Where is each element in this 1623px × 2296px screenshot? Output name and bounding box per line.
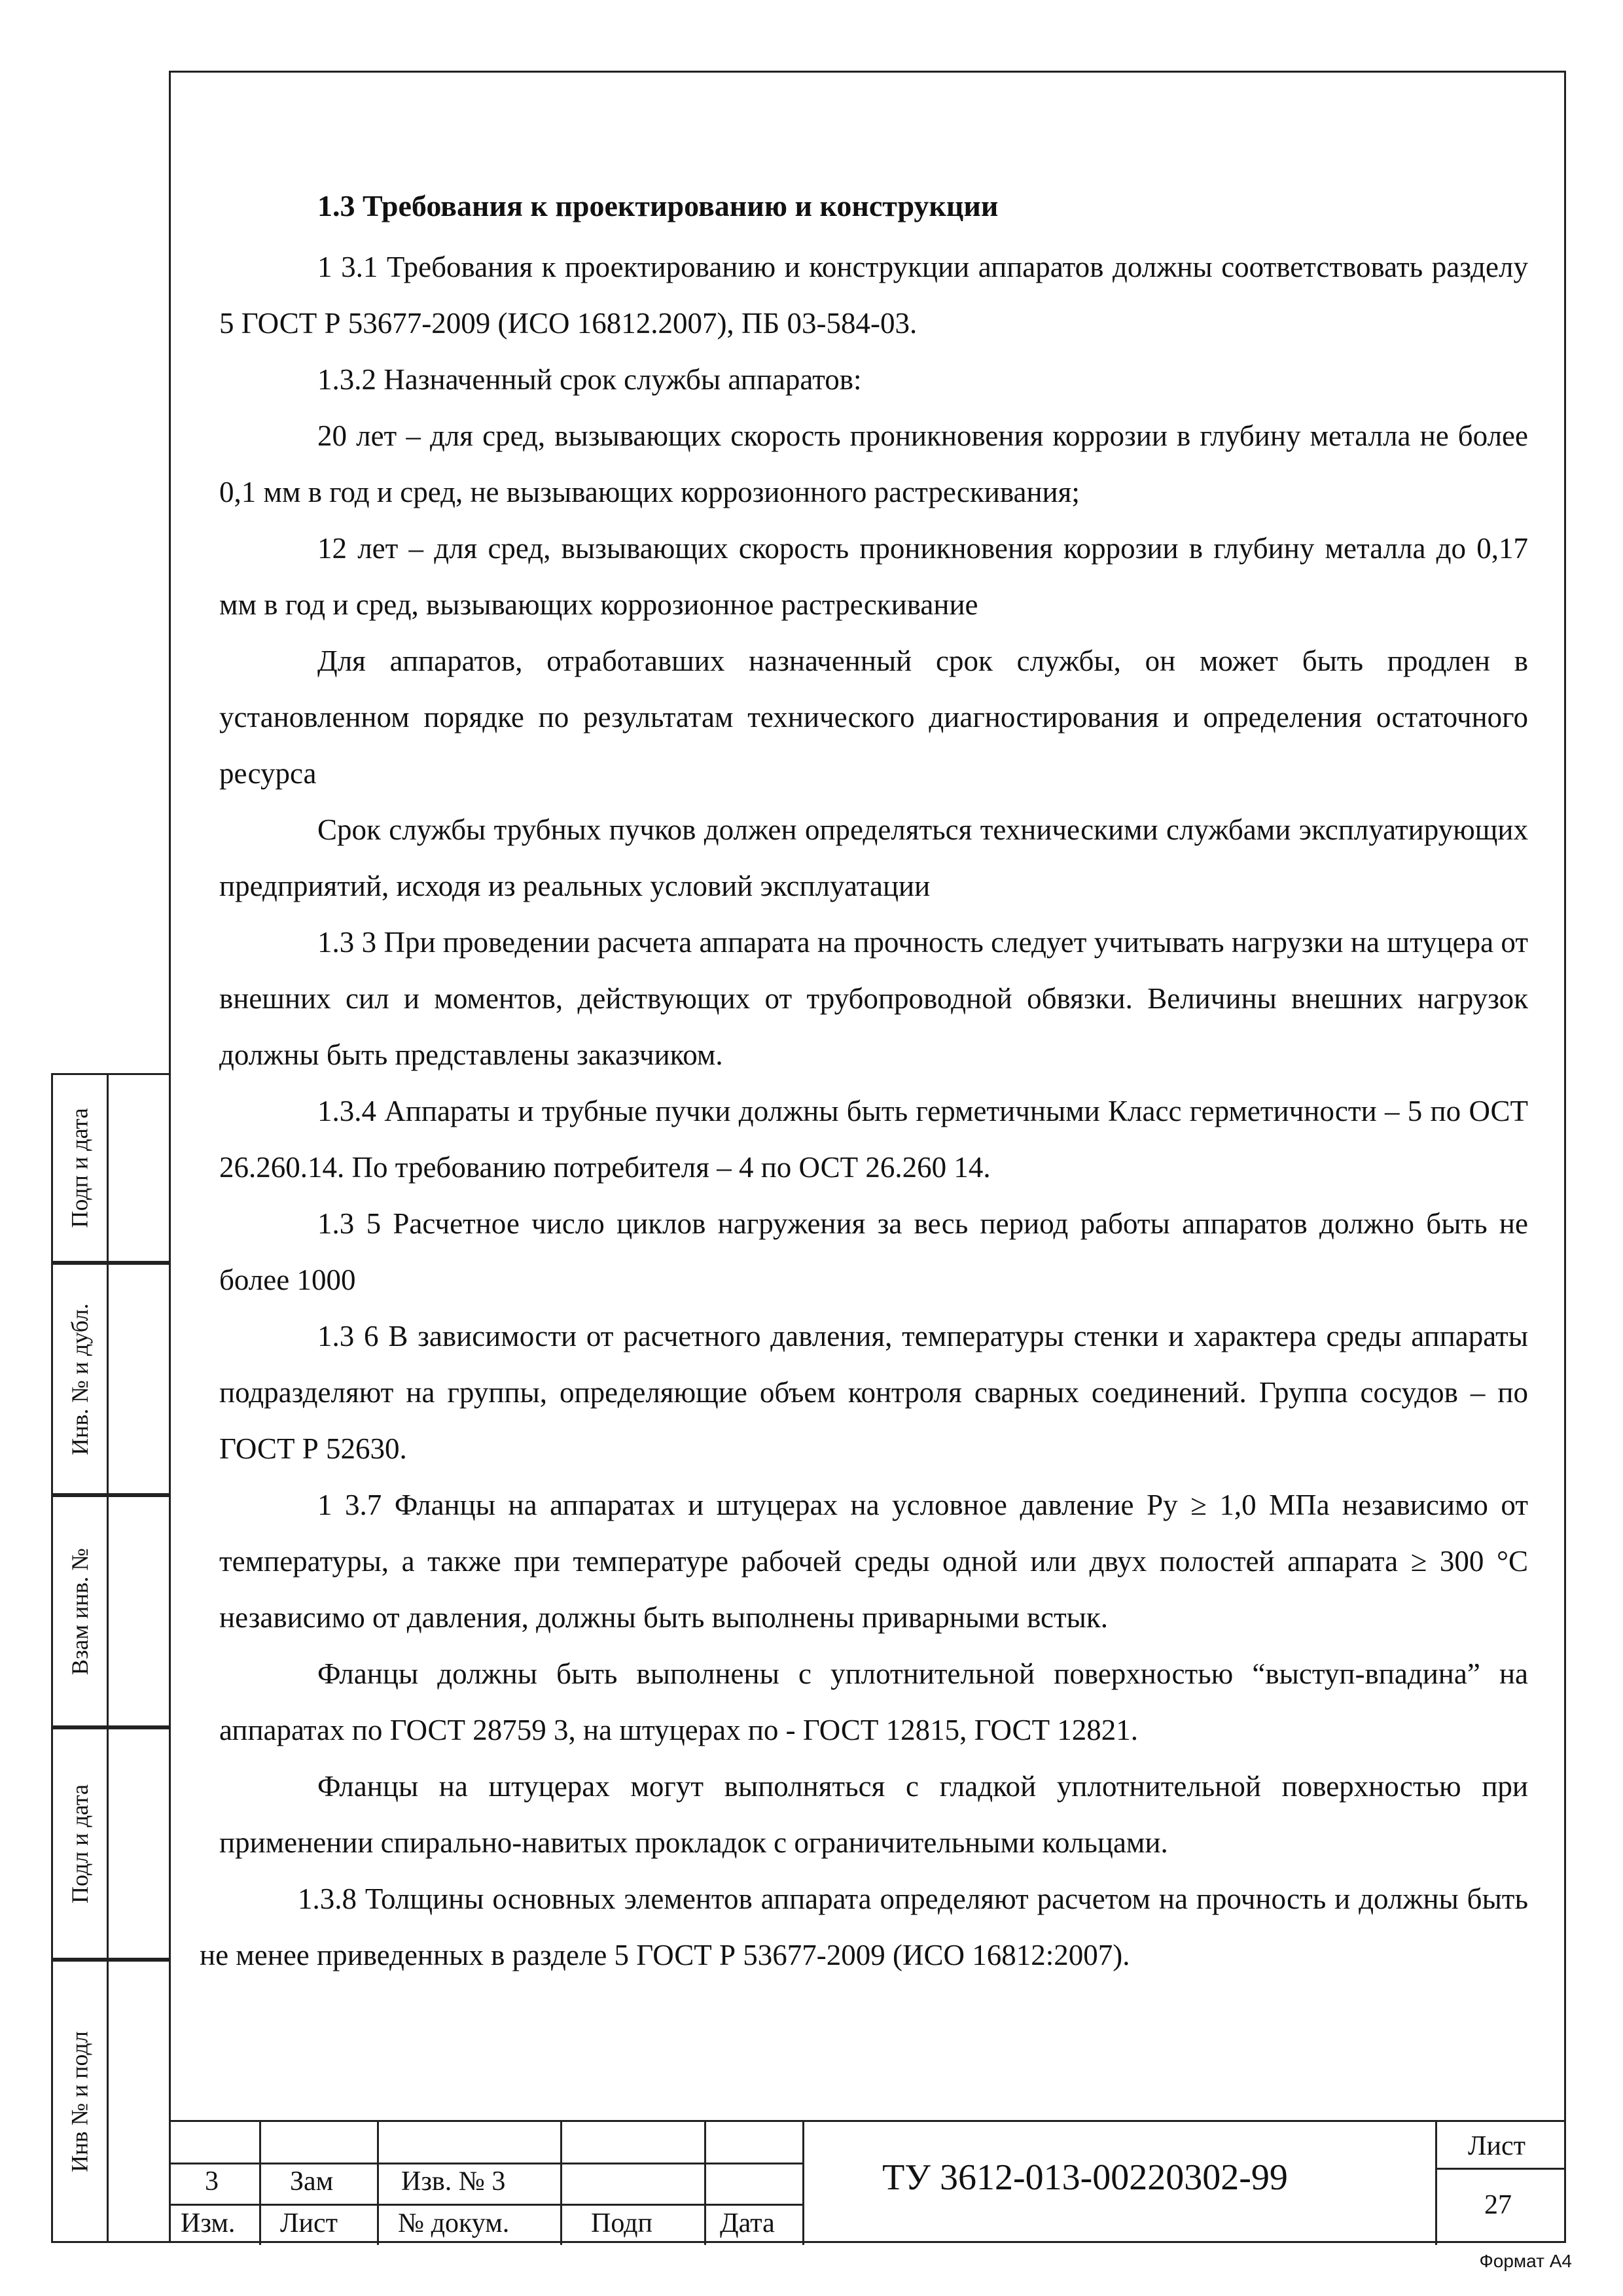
stamp-podp-header: Подп [591, 2208, 652, 2238]
paragraph-12-years: 12 лет – для сред, вызывающих скорость проникновения коррозии в глубину металла до 0,17 мм в год и сред, вызывающих коррозионное растрескивание [219, 532, 1528, 621]
paragraph-1-3-4: 1.3.4 Аппараты и трубные пучки должны быть герметичными Класс герметичности – 5 по ОСТ 26.260.14. По требованию потребителя – 4 по ОСТ 26.260 14. [219, 1095, 1528, 1184]
sheet-label: Лист [1468, 2131, 1525, 2161]
paragraph-20-years: 20 лет – для сред, вызывающих скорость проникновения коррозии в глубину металла не более 0,1 мм в год и сред, не вызывающих коррозионного растрескивания; [219, 419, 1528, 508]
sheet-number: 27 [1484, 2190, 1512, 2220]
document-code: ТУ 3612-013-00220302-99 [882, 2157, 1288, 2198]
side-label-podp-data: Подп и дата [67, 1108, 94, 1228]
document-body [200, 186, 1528, 1983]
paragraph-1-3-1: 1 3.1 Требования к проектированию и конструкции аппаратов должны соответствовать разделу 5 ГОСТ Р 53677-2009 (ИСО 16812.2007), ПБ 03-584-03. [219, 251, 1528, 340]
paragraph-1-3-8: 1.3.8 Толщины основных элементов аппарата определяют расчетом на прочность и должны быть не менее приведенных в разделе 5 ГОСТ Р 53677-2009 (ИСО 16812:2007). [200, 1882, 1528, 1971]
side-cell-podp-data [51, 1073, 169, 1263]
stamp-list-header: Лист [280, 2208, 338, 2238]
stamp-list-value: Зам [290, 2166, 334, 2197]
section-heading: 1.3 Требования к проектированию и конструкции [317, 189, 999, 222]
stamp-doc-value: Изв. № 3 [401, 2166, 506, 2197]
paragraph-1-3-6: 1.3 6 В зависимости от расчетного давления, температуры стенки и характера среды аппараты подразделяют на группы, определяющие объем контроля сварных соединений. Группа сосудов – по ГОСТ Р 52630. [219, 1320, 1528, 1465]
side-label-inv-dubl: Инв. № и дубл. [67, 1303, 94, 1455]
paragraph-1-3-3: 1.3 3 При проведении расчета аппарата на прочность следует учитывать нагрузки на штуцера от внешних сил и моментов, действующих от трубопроводной обвязки. Величины внешних нагрузок должны быть представлены заказчиком. [219, 926, 1528, 1071]
side-cell-inv-podl [51, 1960, 169, 2243]
side-cell-inv-dubl [51, 1263, 169, 1495]
paragraph-1-3-5: 1.3 5 Расчетное число циклов нагружения за весь период работы аппаратов должно быть не более 1000 [219, 1207, 1528, 1296]
side-label-podl-data: Подл и дата [67, 1784, 93, 1903]
stamp-doc-header: № докум. [398, 2208, 510, 2238]
side-cell-vzam-inv [51, 1495, 169, 1727]
side-strip [51, 1073, 169, 2243]
paragraph-extension: Для аппаратов, отработавших назначенный срок службы, он может быть продлен в установленном порядке по результатам технического диагностирования и определения остаточного ресурса [219, 645, 1528, 790]
paragraph-flanges-surface: Фланцы должны быть выполнены с уплотнительной поверхностью “выступ-впадина” на аппаратах по ГОСТ 28759 3, на штуцерах по - ГОСТ 12815, ГОСТ 12821. [219, 1657, 1528, 1746]
stamp-izm-value: 3 [205, 2166, 219, 2197]
paragraph-1-3-2: 1.3.2 Назначенный срок службы аппаратов: [317, 363, 862, 396]
stamp-izm-header: Изм. [181, 2208, 236, 2238]
format-note: Формат А4 [1479, 2251, 1572, 2271]
side-cell-podl-data [51, 1727, 169, 1960]
paragraph-1-3-7: 1 3.7 Фланцы на аппаратах и штуцерах на условное давление Ру ≥ 1,0 МПа независимо от температуры, а также при температуре рабочей среды одной или двух полостей аппарата ≥ 300 °С независимо от давления, должны быть выполнены приварными встык. [219, 1489, 1528, 1634]
title-block [169, 2120, 1566, 2243]
paragraph-tube-bundles: Срок службы трубных пучков должен определяться техническими службами эксплуатирующих предприятий, исходя из реальных условий эксплуатации [219, 813, 1528, 902]
stamp-data-header: Дата [720, 2208, 775, 2238]
side-label-inv-podl: Инв № и подл [67, 2030, 94, 2172]
side-label-vzam-inv: Взам инв. № [67, 1547, 93, 1675]
paragraph-flanges-gaskets: Фланцы на штуцерах могут выполняться с гладкой уплотнительной поверхностью при применении спирально-навитых прокладок с ограничительными кольцами. [219, 1770, 1528, 1859]
